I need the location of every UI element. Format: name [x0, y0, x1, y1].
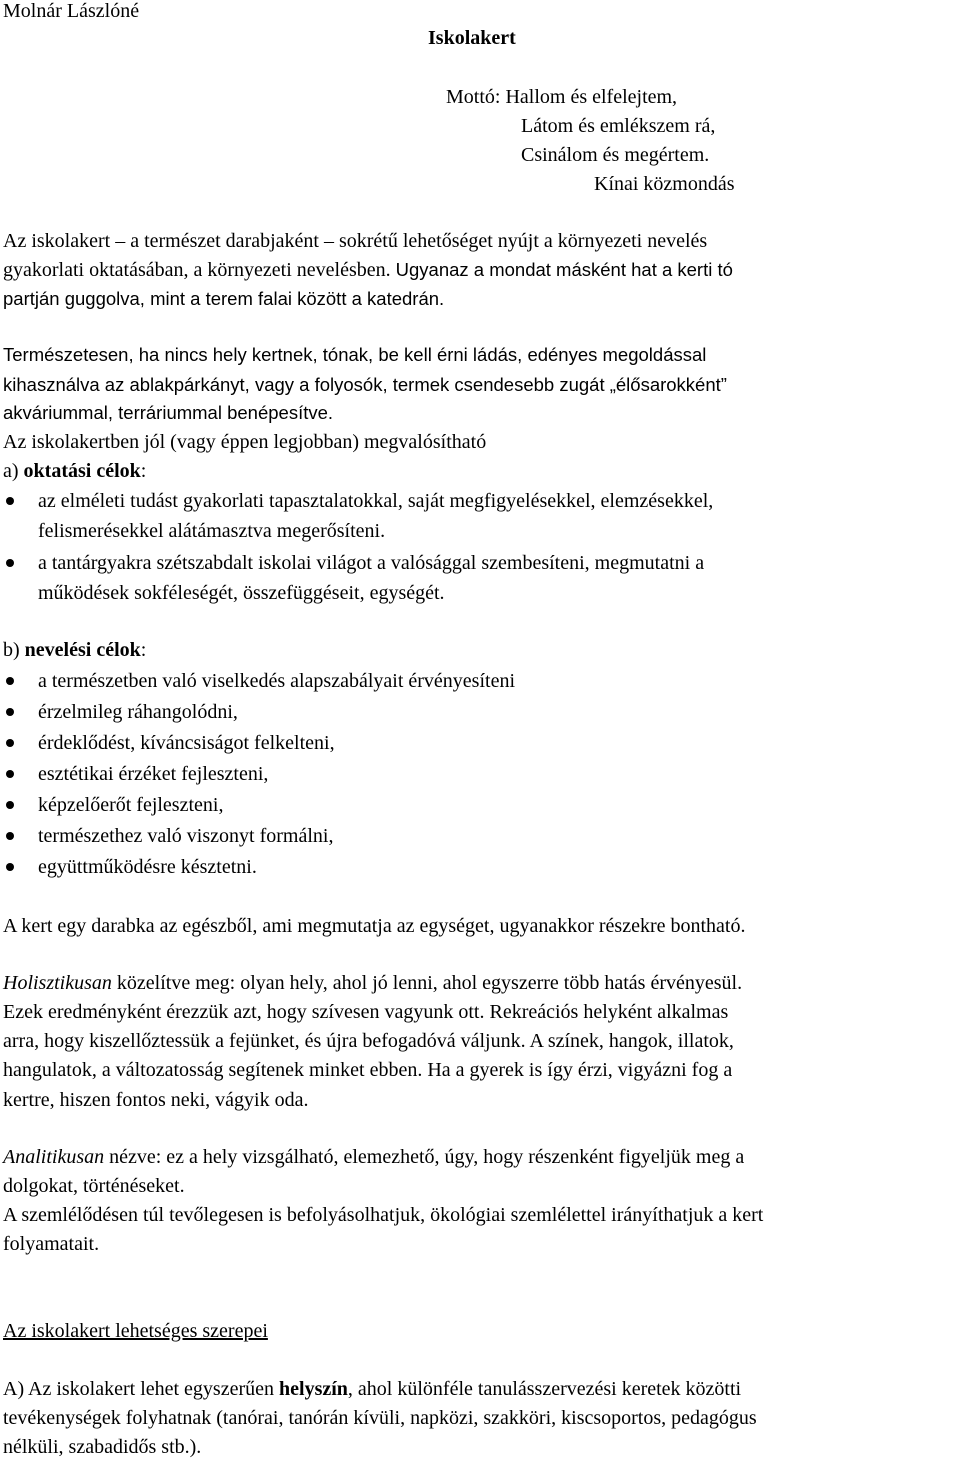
bullet-icon [6, 832, 14, 840]
holistic-line-5: kertre, hiszen fontos neki, vágyik oda. [3, 1089, 309, 1111]
holistic-line-4: hangulatok, a változatosság segítenek minket ebben. Ha a gyerek is így érzi, vigyázni fog a [3, 1059, 733, 1081]
role-a-keyword: helyszín [279, 1378, 348, 1400]
goals-a-item-1-line-1: az elméleti tudást gyakorlati tapasztalatokkal, saját megfigyelésekkel, elemzésekkel, [38, 490, 714, 512]
goals-a-item-2-line-1: a tantárgyakra szétszabdalt iskolai világot a valósággal szembesíteni, megmutatni a [38, 552, 705, 574]
roles-heading: Az iskolakert lehetséges szerepei [3, 1320, 268, 1342]
goals-b-item: esztétikai érzéket fejleszteni, [38, 763, 269, 785]
goals-b-item: képzelőerőt fejleszteni, [38, 794, 224, 816]
bullet-icon [6, 559, 14, 567]
role-a-suffix: , ahol különféle tanulásszervezési keretek közötti [347, 1378, 742, 1400]
author-name: Molnár Lászlóné [3, 0, 140, 22]
intro-line-2b: Ugyanaz a mondat másként hat a kerti tó [395, 259, 733, 280]
role-a-line-2: tevékenységek folyhatnak (tanórai, tanórán kívüli, napközi, szakköri, kiscsoportos, pedagógus [3, 1407, 757, 1429]
holistic-text-1: közelítve meg: olyan hely, ahol jó lenni, ahol egyszerre több hatás érvényesül. [111, 972, 743, 994]
bullet-icon [6, 497, 14, 505]
goals-intro: Az iskolakertben jól (vagy éppen legjobban) megvalósítható [3, 431, 487, 453]
intro-line-2 [3, 255, 733, 285]
motto-line-2: Látom és emlékszem rá, [521, 115, 716, 137]
analytic-line-4: folyamatait. [3, 1233, 100, 1255]
motto-line-1 [446, 82, 677, 112]
bullet-icon [6, 770, 14, 778]
document-title: Iskolakert [428, 27, 516, 49]
goals-a-heading [3, 456, 146, 486]
goals-b-item: a természetben való viselkedés alapszabályait érvényesíteni [38, 670, 516, 692]
goals-b-item: érdeklődést, kíváncsiságot felkelteni, [38, 732, 335, 754]
goals-a-label: oktatási célok [23, 460, 141, 482]
analytic-word: Analitikusan [3, 1146, 105, 1168]
bullet-icon [6, 677, 14, 685]
motto-source: Kínai közmondás [594, 173, 735, 195]
motto-text-1: Hallom és elfelejtem, [505, 86, 678, 108]
para2-line-2: kihasználva az ablakpárkányt, vagy a folyosók, termek csendesebb zugát „élősarokként” [3, 374, 727, 395]
analytic-text-1: nézve: ez a hely vizsgálható, elemezhető, úgy, hogy részenként figyeljük meg a [104, 1146, 745, 1168]
para2-line-3: akváriummal, terráriummal benépesítve. [3, 402, 334, 423]
role-a-line-1 [3, 1374, 741, 1404]
holistic-line-2: Ezek eredményként érezzük azt, hogy szívesen vagyunk ott. Rekreációs helyként alkalmas [3, 1001, 729, 1023]
goals-a-item-2-line-2: működések sokféleségét, összefüggéseit, egységét. [38, 582, 445, 604]
intro-line-2a: gyakorlati oktatásában, a környezeti nevelésben. [3, 259, 396, 281]
analytic-line-2: dolgokat, történéseket. [3, 1175, 185, 1197]
goals-a-suffix: : [140, 460, 147, 482]
intro-line-1: Az iskolakert – a természet darabjaként – sokrétű lehetőséget nyújt a környezeti nevelés [3, 230, 708, 252]
goals-a-item-1-line-2: felismerésekkel alátámasztva megerősíteni. [38, 520, 386, 542]
para2-line-1: Természetesen, ha nincs hely kertnek, tónak, be kell érni ládás, edényes megoldással [3, 344, 707, 365]
goals-b-label: nevelési célok [24, 639, 141, 661]
goals-a-prefix: a) [3, 460, 24, 482]
motto-line-3: Csinálom és megértem. [521, 144, 710, 166]
goals-b-prefix: b) [3, 639, 25, 661]
role-a-line-3: nélküli, szabadidős stb.). [3, 1436, 202, 1458]
holistic-line-1 [3, 968, 742, 998]
goals-b-suffix: : [140, 639, 147, 661]
goals-b-item: természethez való viszonyt formálni, [38, 825, 334, 847]
motto-label: Mottó: [446, 86, 506, 108]
goals-b-item: érzelmileg ráhangolódni, [38, 701, 238, 723]
goals-b-item: együttműködésre késztetni. [38, 856, 257, 878]
analytic-line-1 [3, 1142, 744, 1172]
holistic-line-3: arra, hogy kiszellőztessük a fejünket, és újra befogadóvá váljunk. A színek, hangok, illatok, [3, 1030, 734, 1052]
holistic-word: Holisztikusan [3, 972, 112, 994]
role-a-prefix: A) Az iskolakert lehet egyszerűen [3, 1378, 280, 1400]
bullet-icon [6, 739, 14, 747]
bullet-icon [6, 708, 14, 716]
intro-line-3: partján guggolva, mint a terem falai között a katedrán. [3, 288, 445, 309]
bullet-icon [6, 801, 14, 809]
bullet-icon [6, 863, 14, 871]
goals-b-heading [3, 635, 146, 665]
analytic-line-3: A szemlélődésen túl tevőlegesen is befolyásolhatjuk, ökológiai szemlélettel irányíthatjuk a kert [3, 1204, 764, 1226]
whole-part-sentence: A kert egy darabka az egészből, ami megmutatja az egységet, ugyanakkor részekre bontható. [3, 915, 746, 937]
